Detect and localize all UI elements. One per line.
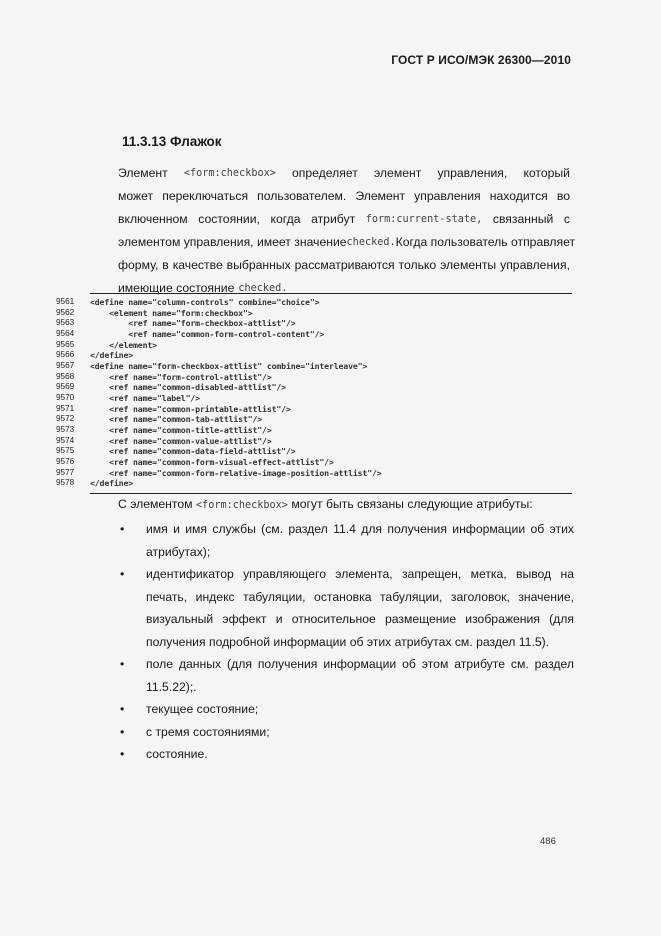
bullet-marker: • [120, 522, 125, 536]
code-bottom-rule [90, 493, 572, 494]
intro-word: выбранных [226, 258, 291, 272]
intro-line [118, 162, 570, 185]
section-title: 11.3.13 Флажок [122, 134, 222, 149]
code-line-text: <define name="form-checkbox-attlist" combine="interleave"> [90, 360, 368, 371]
code-line-number: 9578 [56, 478, 75, 488]
attribute-list-line: визуальный эффект и относительное размещение изображения (для [146, 612, 574, 626]
intro-word: форму, [118, 258, 159, 272]
code-line-text: <ref name="common-title-attlist"/> [90, 424, 272, 435]
code-line-text: <ref name="common-value-attlist"/> [90, 435, 272, 446]
code-line-number: 9564 [56, 328, 75, 338]
attribute-list-line: текущее состояние; [146, 702, 259, 716]
code-line-text: <ref name="common-data-field-attlist"/> [90, 446, 296, 457]
intro-word: управления, [500, 258, 570, 272]
intro-word: определяет [292, 166, 358, 180]
code-line [56, 404, 596, 415]
code-line [56, 446, 596, 457]
code-line-number: 9567 [56, 360, 75, 370]
attributes-intro-after: могут быть связаны следующие атрибуты: [291, 497, 533, 511]
attributes-intro [118, 497, 533, 511]
attribute-list-line: имя и имя службы (см. раздел 11.4 для получения информации об этих [146, 522, 574, 536]
code-line-number: 9576 [56, 456, 75, 466]
code-line-text: <ref name="form-control-attlist"/> [90, 371, 272, 382]
code-line-text: <ref name="label"/> [90, 392, 200, 403]
intro-word: может [118, 189, 154, 203]
code-line-text: <ref name="common-form-control-content"/> [90, 328, 325, 339]
code-line [56, 308, 596, 319]
code-line-number: 9570 [56, 392, 75, 402]
intro-word: элементом управления, имеет значение [118, 235, 347, 249]
code-line-text: <ref name="form-checkbox-attlist"/> [90, 318, 296, 329]
intro-word: checked. [346, 237, 396, 248]
code-line [56, 425, 596, 436]
attribute-list [118, 518, 574, 766]
intro-word: переключаться [162, 189, 249, 203]
code-line [56, 340, 596, 351]
attribute-list-line: печать, индекс табуляции, остановка табуляции, заголовок, значение, [146, 589, 574, 604]
code-line-text: <ref name="common-tab-attlist"/> [90, 414, 263, 425]
intro-line [118, 185, 570, 208]
code-line [56, 382, 596, 393]
attribute-list-item [118, 518, 574, 563]
bullet-marker: • [120, 657, 125, 671]
intro-word: имеющие состояние [118, 281, 235, 295]
intro-word: находится [489, 189, 548, 203]
intro-word: включенном [118, 212, 188, 226]
code-line-number: 9563 [56, 318, 75, 328]
intro-word: <form:checkbox> [183, 168, 276, 179]
bullet-marker: • [120, 747, 125, 761]
code-line-text: </define> [90, 350, 134, 361]
document-header: ГОСТ Р ИСО/МЭК 26300—2010 [391, 53, 571, 67]
code-line-text: </define> [90, 478, 134, 489]
code-line-number: 9562 [56, 307, 75, 317]
intro-word: атрибут [311, 212, 356, 226]
code-line-number: 9571 [56, 403, 75, 413]
code-line-number: 9575 [56, 446, 75, 456]
code-line-number: 9561 [56, 297, 75, 306]
attributes-intro-code: <form:checkbox> [195, 500, 288, 511]
intro-word: элементы [440, 258, 497, 272]
code-top-rule [90, 293, 572, 294]
attribute-list-item [118, 743, 574, 766]
intro-word: Элемент [355, 189, 406, 203]
code-line-number: 9574 [56, 435, 75, 445]
code-line-text: </element> [90, 339, 157, 350]
code-line [56, 361, 596, 372]
page-number: 486 [540, 836, 556, 847]
code-line [56, 414, 596, 425]
code-line [56, 372, 596, 383]
code-line [56, 329, 596, 340]
intro-line [118, 254, 570, 277]
code-line [56, 297, 596, 308]
code-line-text: <ref name="common-form-relative-image-position-attlist"/> [90, 467, 382, 478]
intro-word: рассматриваются [294, 258, 395, 272]
intro-line [118, 208, 570, 231]
code-line [56, 457, 596, 468]
intro-word: Элемент [118, 166, 168, 180]
code-line [56, 468, 596, 479]
intro-word: связанный [492, 212, 554, 226]
code-line-text: <element name="form:checkbox"> [90, 307, 253, 318]
intro-word: Когда пользователь отправляет [395, 235, 576, 249]
intro-word: управления [414, 189, 481, 203]
attribute-list-item [118, 698, 574, 721]
attributes-intro-before: С элементом [118, 497, 193, 511]
intro-word: пользователем. [257, 189, 347, 203]
intro-word: checked. [238, 283, 288, 294]
attribute-list-item [118, 563, 574, 653]
intro-word: во [556, 189, 570, 203]
bullet-marker: • [120, 702, 125, 716]
code-line-number: 9566 [56, 350, 75, 360]
code-line [56, 478, 596, 489]
attribute-list-line: идентификатор управляющего элемента, запрещен, метка, вывод на [146, 567, 574, 581]
code-listing [56, 297, 596, 489]
intro-word: управления, [437, 166, 508, 180]
intro-word: состоянии, [198, 212, 260, 226]
bullet-marker: • [120, 567, 125, 581]
intro-line [118, 231, 576, 254]
attribute-list-line: состояние. [146, 747, 208, 761]
bullet-marker: • [120, 724, 125, 739]
code-line-text: <define name="column-controls" combine="choice"> [90, 297, 320, 307]
code-line-number: 9572 [56, 414, 75, 424]
attribute-list-item [118, 653, 574, 698]
code-line [56, 393, 596, 404]
attribute-list-line: 11.5.22);. [146, 679, 197, 694]
attribute-list-line: поле данных (для получения информации об этом атрибуте см. раздел [146, 657, 574, 671]
code-line [56, 350, 596, 361]
intro-word: который [523, 166, 570, 180]
attribute-list-item [118, 721, 574, 744]
code-line-number: 9573 [56, 424, 75, 434]
attribute-list-line: с тремя состояниями; [146, 724, 270, 739]
code-line [56, 318, 596, 329]
code-line-number: 9568 [56, 371, 75, 381]
code-line-text: <ref name="common-form-visual-effect-attlist"/> [90, 456, 334, 467]
code-line-number: 9565 [56, 339, 75, 349]
code-line-text: <ref name="common-printable-attlist"/> [90, 403, 291, 414]
intro-word: с [563, 212, 570, 226]
intro-paragraph [118, 162, 576, 300]
intro-word: в [162, 258, 169, 272]
intro-word: элемент [373, 166, 422, 180]
code-line-number: 9569 [56, 382, 75, 392]
intro-word: качестве [172, 258, 223, 272]
intro-word: form:current-state, [365, 214, 483, 225]
attribute-list-line: атрибутах); [146, 544, 211, 559]
code-line-text: <ref name="common-disabled-attlist"/> [90, 382, 286, 393]
attribute-list-line: получения подробной информации об этих атрибутах см. раздел 11.5). [146, 634, 550, 649]
intro-word: только [398, 258, 437, 272]
code-line [56, 436, 596, 447]
intro-word: когда [270, 212, 301, 226]
code-line-number: 9577 [56, 467, 75, 477]
